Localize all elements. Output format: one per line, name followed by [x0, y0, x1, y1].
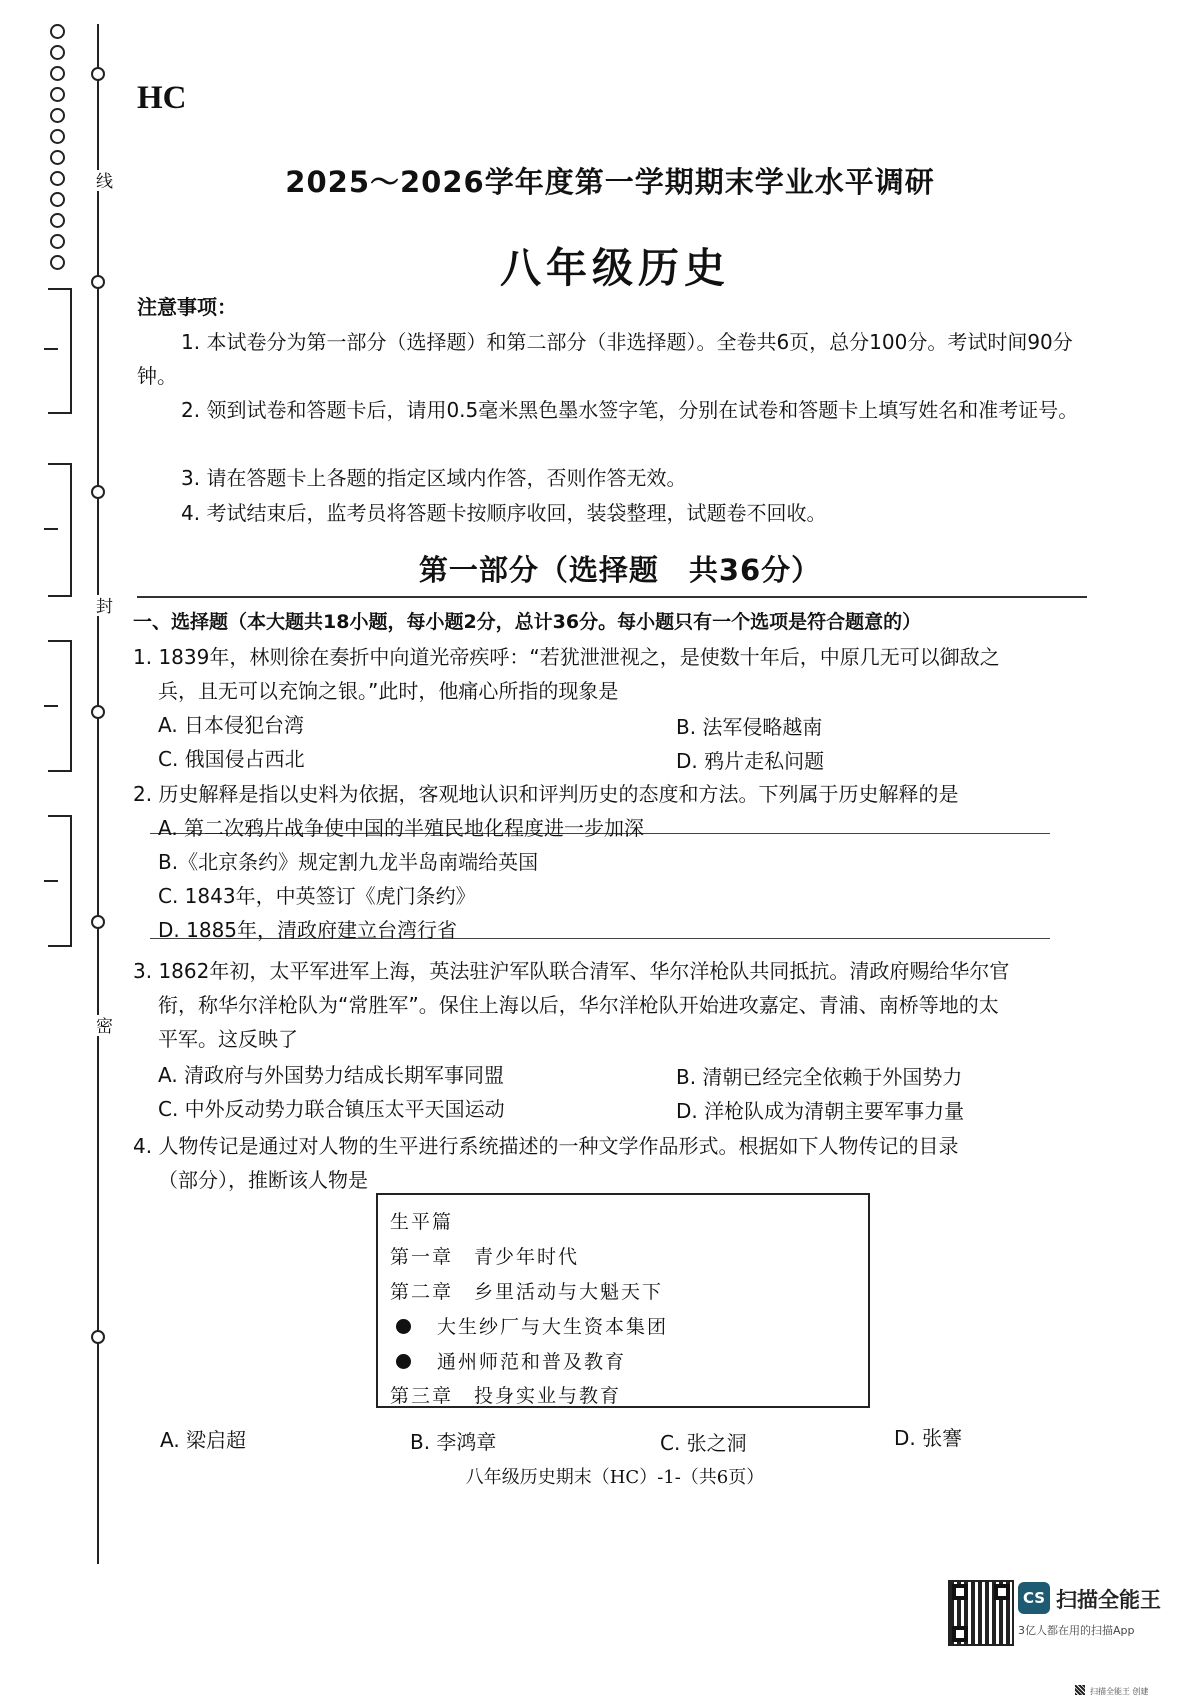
part-title: 第一部分（选择题 共36分）: [418, 553, 822, 587]
qr-code-icon: [948, 1580, 1014, 1646]
small-qr-icon: [1075, 1685, 1085, 1695]
section-header: 一、选择题（本大题共18小题，每小题2分，总计36分。每小题只有一个选项是符合题意的）: [133, 611, 922, 633]
binding-hole: [50, 87, 65, 102]
option-a: A. 梁启超: [160, 1428, 247, 1452]
subject-title: 八年级历史: [500, 244, 730, 292]
bullet-icon: [396, 1319, 411, 1334]
binding-hole: [50, 129, 65, 144]
question-stem: 衔，称华尔洋枪队为“常胜军”。保住上海以后，华尔洋枪队开始进攻嘉定、青浦、南桥等地的太: [158, 993, 999, 1017]
binding-node: [91, 67, 105, 81]
box-bullet-item: [390, 1312, 668, 1339]
option-a: A. 清政府与外国势力结成长期军事同盟: [158, 1063, 505, 1087]
bullet-icon: [396, 1354, 411, 1369]
box-chapter: 第二章 乡里活动与大魁天下: [390, 1281, 664, 1303]
binding-node: [91, 915, 105, 929]
option-d: D. 1885年，清政府建立台湾行省: [158, 918, 458, 942]
margin-label-mi: 密: [90, 1015, 115, 1036]
option-c: C. 1843年，中英签订《虎门条约》: [158, 884, 476, 908]
box-heading: 生平篇: [390, 1211, 454, 1233]
page-footer: 八年级历史期末（HC）-1-（共6页）: [465, 1467, 765, 1488]
option-c: C. 俄国侵占西北: [158, 747, 305, 771]
notice-item: 1. 本试卷分为第一部分（选择题）和第二部分（非选择题）。全卷共6页，总分100分。考试时间90分钟。: [137, 330, 1073, 388]
question-stem: 1. 1839年，林则徐在奏折中向道光帝疾呼：“若犹泄泄视之，是使数十年后，中原几无可以御敌之: [133, 645, 1000, 669]
margin-bracket: [48, 288, 72, 414]
binding-hole: [50, 108, 65, 123]
binding-hole: [50, 213, 65, 228]
option-d: D. 洋枪队成为清朝主要军事力量: [676, 1099, 965, 1123]
part-divider: [137, 596, 1087, 598]
box-bullet-item: [390, 1347, 626, 1374]
binding-hole: [50, 24, 65, 39]
margin-label-feng: 封: [90, 595, 115, 616]
option-d: D. 张謇: [894, 1426, 963, 1450]
option-b: B. 法军侵略越南: [676, 715, 823, 739]
notice-item: 2. 领到试卷和答题卡后，请用0.5毫米黑色墨水签字笔，分别在试卷和答题卡上填写姓名和准考证号。: [181, 398, 1079, 422]
margin-bracket-tick: [44, 348, 58, 350]
binding-hole: [50, 45, 65, 60]
question-stem: 4. 人物传记是通过对人物的生平进行系统描述的一种文学作品形式。根据如下人物传记的目录: [133, 1134, 959, 1158]
margin-label-xian: 线: [90, 170, 115, 191]
watermark-tagline: 3亿人都在用的扫描App: [1018, 1624, 1135, 1637]
question-stem: 平军。这反映了: [158, 1027, 298, 1051]
option-c: C. 中外反动势力联合镇压太平天国运动: [158, 1097, 505, 1121]
camscanner-logo-icon: CS: [1018, 1582, 1050, 1614]
biography-contents-box: [376, 1193, 870, 1408]
exam-code: HC: [137, 80, 187, 116]
box-chapter: 第一章 青少年时代: [390, 1246, 580, 1268]
margin-bracket-tick: [44, 528, 58, 530]
box-chapter: 第三章 投身实业与教育: [390, 1385, 622, 1407]
question-stem: 兵，且无可以充饷之银。”此时，他痛心所指的现象是: [158, 679, 619, 703]
notice-item: 4. 考试结束后，监考员将答题卡按顺序收回，装袋整理，试题卷不回收。: [181, 501, 827, 525]
box-bullet-text: 通州师范和普及教育: [437, 1351, 627, 1373]
option-b: B. 清朝已经完全依赖于外国势力: [676, 1065, 963, 1089]
option-c: C. 张之洞: [660, 1431, 747, 1455]
option-d: D. 鸦片走私问题: [676, 749, 825, 773]
option-a: A. 日本侵犯台湾: [158, 713, 305, 737]
binding-hole: [50, 66, 65, 81]
question-stem: 3. 1862年初，太平军进军上海，英法驻沪军队联合清军、华尔洋枪队共同抵抗。清政府赐给华尔官: [133, 959, 1010, 983]
binding-node: [91, 705, 105, 719]
question-stem: 2. 历史解释是指以史料为依据，客观地认识和评判历史的态度和方法。下列属于历史解释的是: [133, 782, 959, 806]
notice-title: 注意事项：: [137, 295, 237, 319]
question-stem: （部分），推断该人物是: [158, 1168, 368, 1192]
option-b: B. 李鸿章: [410, 1430, 497, 1454]
watermark-small-text: 扫描全能王 创建: [1090, 1687, 1149, 1696]
box-bullet-text: 大生纱厂与大生资本集团: [437, 1316, 669, 1338]
notice-item: 3. 请在答题卡上各题的指定区域内作答，否则作答无效。: [181, 466, 687, 490]
watermark-brand: 扫描全能王: [1056, 1588, 1161, 1612]
binding-node: [91, 485, 105, 499]
margin-bracket-tick: [44, 705, 58, 707]
margin-bracket-tick: [44, 880, 58, 882]
option-a: A. 第二次鸦片战争使中国的半殖民地化程度进一步加深: [158, 816, 645, 840]
option-b: B.《北京条约》规定割九龙半岛南端给英国: [158, 850, 539, 874]
binding-node: [91, 1330, 105, 1344]
exam-title: 2025～2026学年度第一学期期末学业水平调研: [285, 165, 935, 199]
